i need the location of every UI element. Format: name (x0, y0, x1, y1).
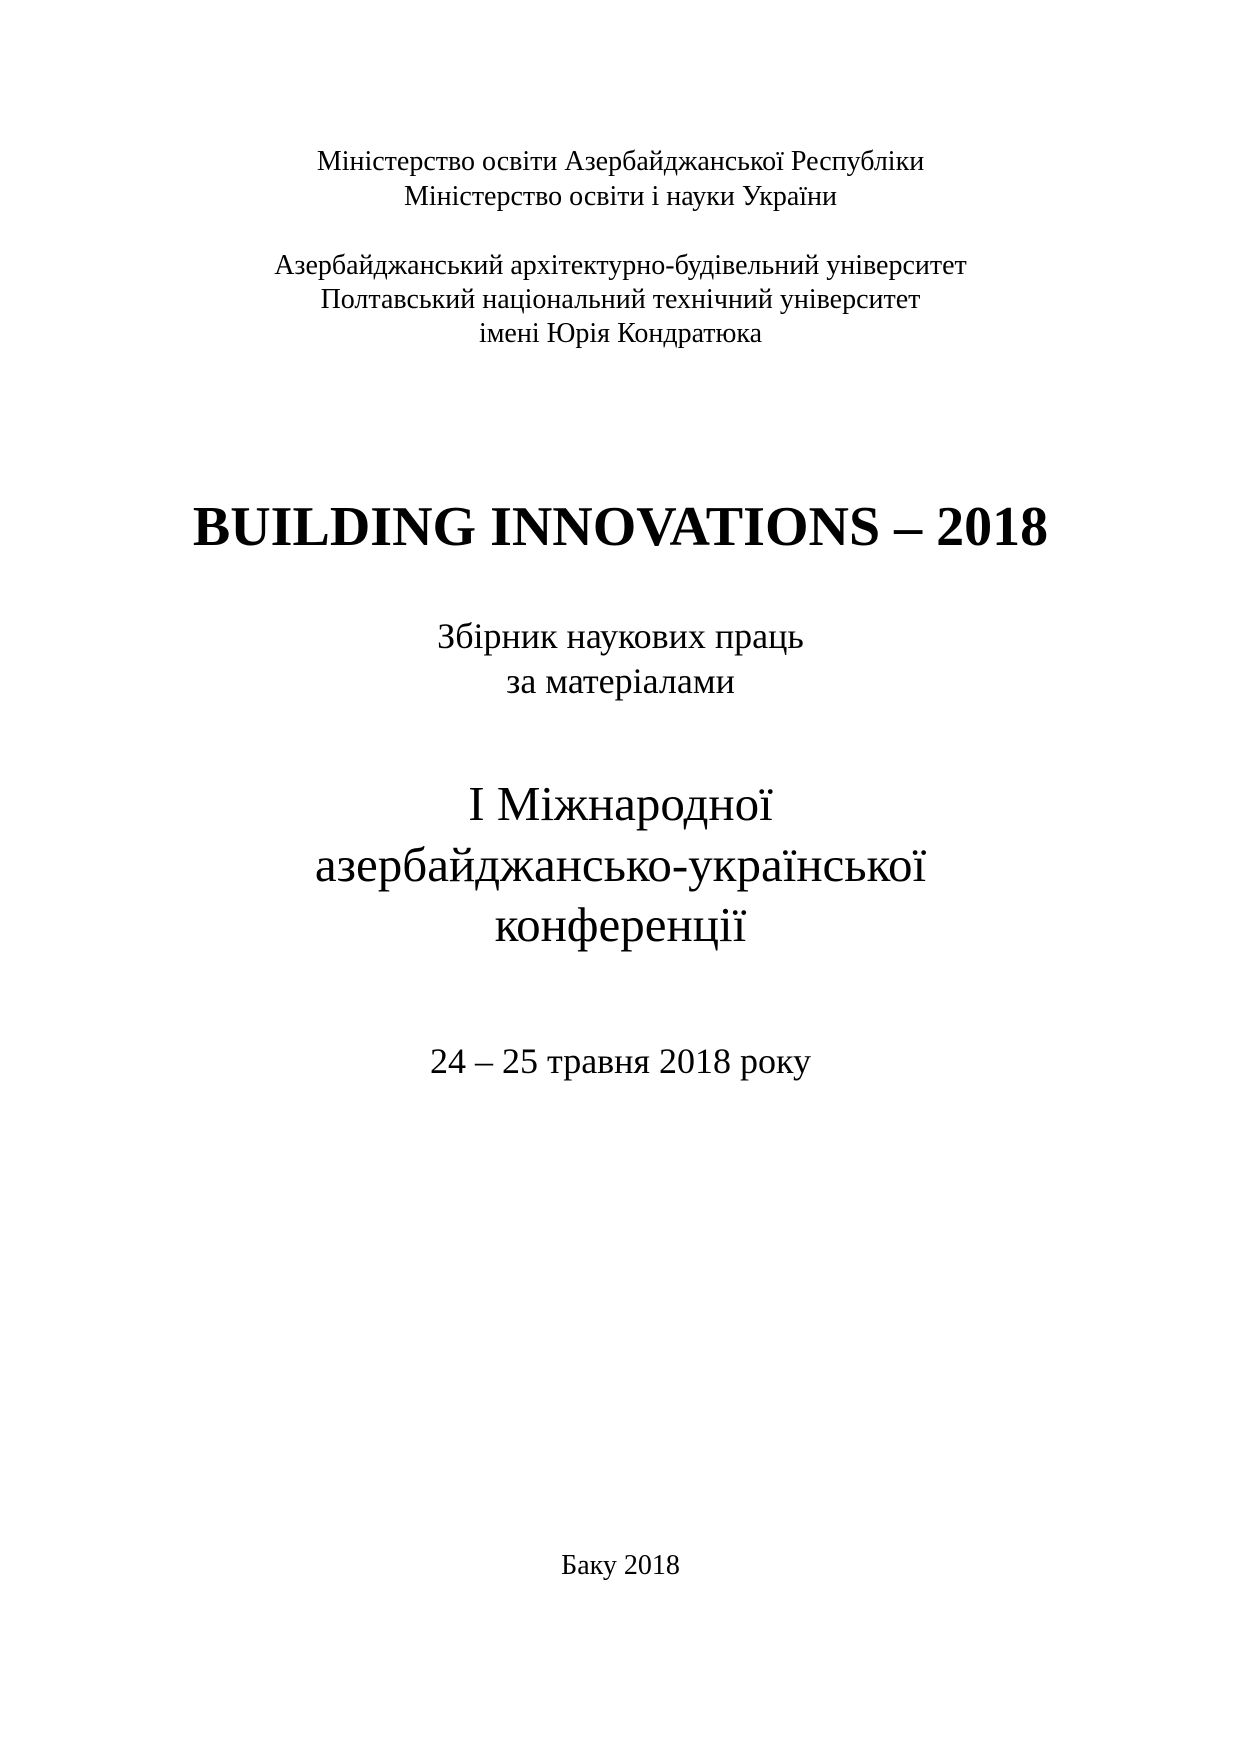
subtitle-line-1: Збірник наукових праць (437, 616, 804, 656)
conference-line-1: I Міжнародної (468, 776, 773, 831)
ministry-line-1: Міністерство освіти Азербайджанської Республіки (316, 146, 925, 177)
main-title: BUILDING INNOVATIONS – 2018 (192, 496, 1049, 558)
university-line-1: Азербайджанський архітектурно-будівельний університет (274, 250, 967, 281)
subtitle-line-2: за матеріалами (506, 661, 735, 701)
university-line-3: імені Юрія Кондратюка (478, 318, 763, 349)
city-year: Баку 2018 (561, 1550, 680, 1581)
ministry-line-2: Міністерство освіти і науки України (403, 181, 838, 212)
conference-line-3: конференції (494, 897, 747, 952)
university-line-2: Полтавський національний технічний університет (320, 284, 921, 315)
conference-line-2: азербайджансько-української (314, 837, 927, 892)
conference-date: 24 – 25 травня 2018 року (430, 1041, 811, 1081)
